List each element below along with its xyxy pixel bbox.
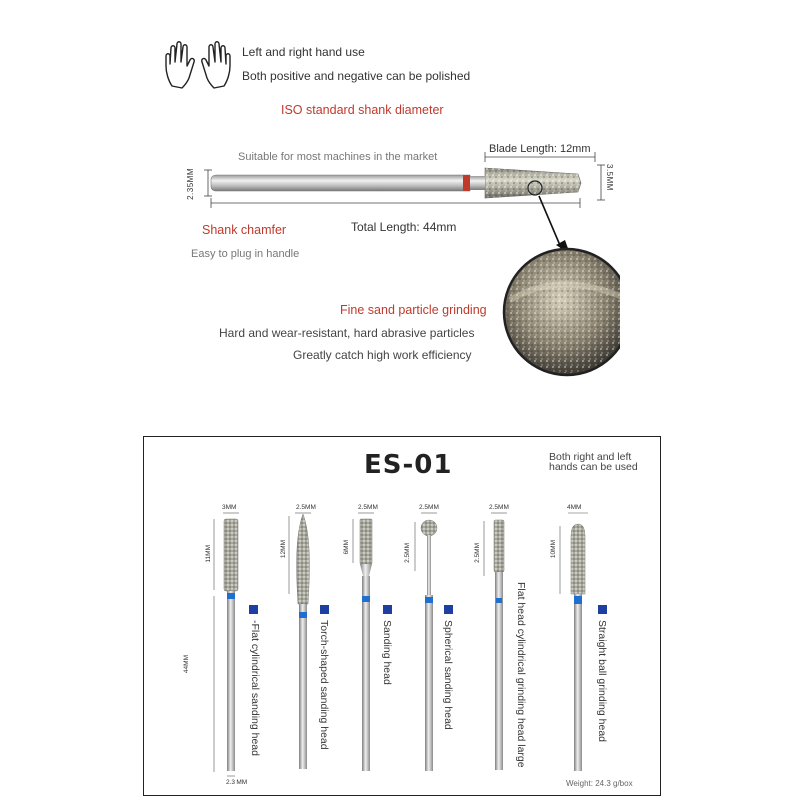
polish-text: Both positive and negative can be polished (242, 69, 471, 83)
bit6-side-dim: 10MM (550, 540, 557, 559)
sand-title: Fine sand particle grinding (340, 303, 487, 317)
weight-label: Weight: 24.3 g/box (566, 779, 633, 788)
bit2-label: Torch-shaped sanding head (318, 620, 330, 750)
sand-note-2: Greatly catch high work efficiency (293, 348, 472, 362)
bit2-top-dim: 2.5MM (296, 504, 316, 511)
bit5-top-dim: 2.5MM (489, 504, 509, 511)
bit3-top-dim: 2.5MM (358, 504, 378, 511)
hands-note-1: Both right and left (549, 451, 632, 463)
bit3-label: Sanding head (381, 620, 393, 685)
bit3-marker (383, 605, 392, 614)
bit3-side-dim: 6MM (343, 540, 350, 555)
bit-diagram (180, 150, 620, 420)
head-diameter-label: 3.5MM (605, 164, 614, 191)
total-length-label: Total Length: 44mm (351, 220, 457, 234)
chamfer-note: Easy to plug in handle (191, 248, 300, 260)
bit2-side-dim: 12MM (280, 540, 287, 559)
chamfer-title: Shank chamfer (202, 223, 287, 237)
shank-diameter-label: 2.35MM (186, 168, 195, 200)
iso-title: ISO standard shank diameter (281, 103, 444, 117)
bit1-side-dim: 11MM (205, 545, 212, 563)
bit4-top-dim: 2.5MM (419, 504, 439, 511)
bit4-marker (444, 605, 453, 614)
bit1-label: -Flat cylindrical sanding head (249, 620, 261, 756)
bit5-label: Flat head cylindrical grinding head large (515, 582, 527, 768)
bit5-side-dim: 2.5MM (474, 543, 481, 563)
total-length-dim: 44MM (183, 655, 190, 674)
bit1-marker (249, 605, 258, 614)
hands-note-2: hands can be used (549, 461, 638, 473)
bit6-marker (598, 605, 607, 614)
blade-length-label: Blade Length: 12mm (489, 143, 591, 155)
bit4-side-dim: 2.5MM (404, 543, 411, 563)
bits-diagram (143, 436, 659, 794)
bit1-top-dim: 3MM (222, 504, 237, 511)
hands-icon (162, 40, 234, 92)
sand-note-1: Hard and wear-resistant, hard abrasive particles (219, 326, 475, 340)
hand-use-text: Left and right hand use (242, 45, 365, 59)
shank-dim: 2.3 MM (226, 779, 248, 786)
machines-note: Suitable for most machines in the market (238, 151, 438, 163)
bit2-marker (320, 605, 329, 614)
product-title: ES-01 (364, 450, 453, 480)
bit6-top-dim: 4MM (567, 504, 582, 511)
bit4-label: Spherical sanding head (442, 620, 454, 730)
bit6-label: Straight ball grinding head (596, 620, 608, 743)
